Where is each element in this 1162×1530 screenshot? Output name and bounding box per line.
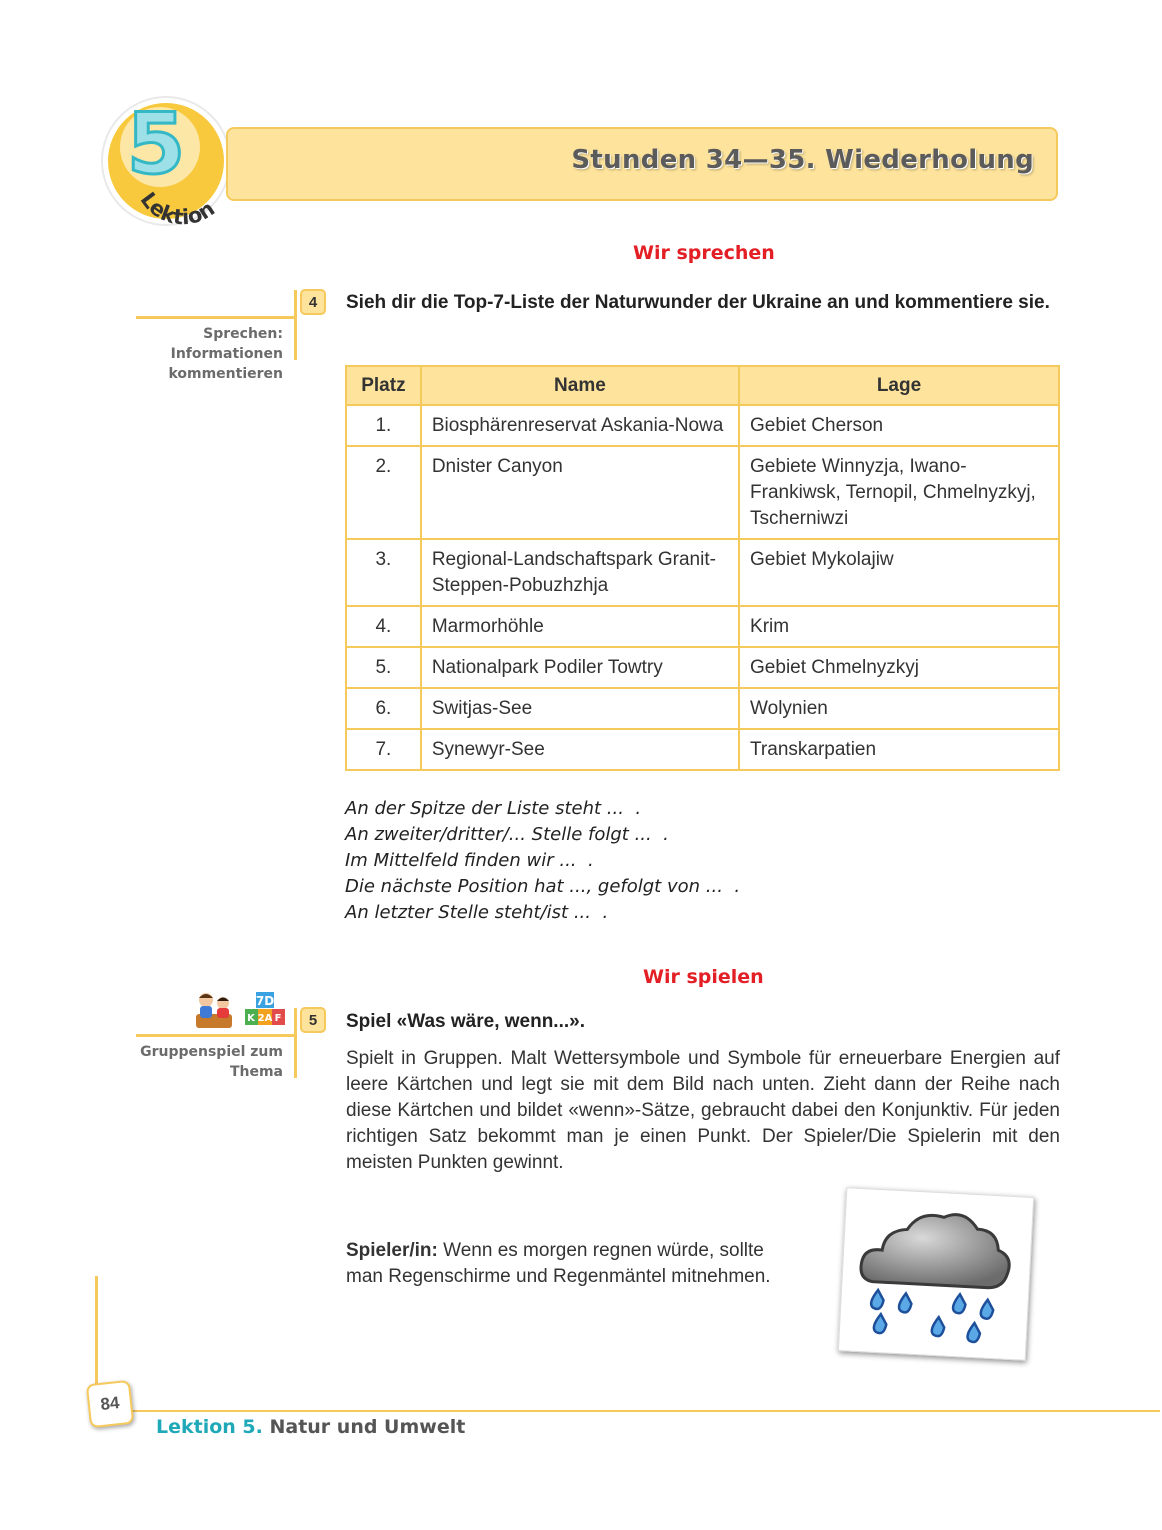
natural-wonders-table bbox=[345, 365, 1060, 771]
cell-name: Nationalpark Podiler Towtry bbox=[421, 647, 739, 688]
task-instruction: Sieh dir die Top-7-Liste der Naturwunder der Ukraine an und kommentiere sie. bbox=[346, 292, 1050, 313]
table-row bbox=[346, 446, 1059, 539]
weather-card bbox=[838, 1187, 1034, 1361]
example-dialogue bbox=[346, 1238, 786, 1290]
cell-lage: Transkarpatien bbox=[739, 729, 1059, 770]
side-note-line: Gruppenspiel zum bbox=[140, 1044, 283, 1060]
side-note-line: Informationen bbox=[170, 346, 283, 362]
cell-lage: Gebiet Chmelnyzkyj bbox=[739, 647, 1059, 688]
rain-cloud-icon bbox=[839, 1188, 1033, 1360]
cell-platz: 7. bbox=[346, 729, 421, 770]
cell-platz: 2. bbox=[346, 446, 421, 539]
side-note-line: Thema bbox=[229, 1064, 283, 1080]
phrase-item: Im Mittelfeld finden wir ... . bbox=[345, 850, 594, 871]
column-header-platz: Platz bbox=[346, 366, 421, 405]
cell-platz: 6. bbox=[346, 688, 421, 729]
cell-platz: 1. bbox=[346, 405, 421, 446]
task-number-5: 5 bbox=[300, 1007, 326, 1033]
svg-text:2A: 2A bbox=[257, 1013, 273, 1024]
children-playing-icon bbox=[192, 990, 236, 1030]
game-instructions: Spielt in Gruppen. Malt Wettersymbole und Symbole für erneuerbare Energien auf leere Kärtchen und legt sie mit dem Bild nach unten. Zieht dann der Reihe nach diese Kärtchen und bildet «wenn»-Sätze, gebraucht dabei den Konjunktiv. Für jeden richtigen Satz bekommt man je einen Punkt. Der Spieler/Die Spielerin mit den meisten Punkten gewinnt. bbox=[346, 1048, 1060, 1173]
footer-topic: Natur und Umwelt bbox=[262, 1416, 466, 1438]
cell-lage: Wolynien bbox=[739, 688, 1059, 729]
side-note-speaking bbox=[120, 324, 283, 384]
cell-name: Biosphärenreservat Askania-Nowa bbox=[421, 405, 739, 446]
table-header-row bbox=[346, 366, 1059, 405]
side-note-game bbox=[110, 1042, 283, 1082]
example-speaker: Spieler/in: bbox=[346, 1240, 438, 1261]
letter-blocks-icon bbox=[244, 992, 286, 1026]
side-divider-vertical bbox=[294, 290, 297, 360]
phrase-item: An der Spitze der Liste steht ... . bbox=[345, 798, 642, 819]
side-divider-vertical bbox=[294, 1008, 297, 1078]
badge-label: Lektion bbox=[135, 187, 219, 227]
table-row bbox=[346, 647, 1059, 688]
svg-text:7D: 7D bbox=[255, 994, 275, 1008]
cell-platz: 3. bbox=[346, 539, 421, 606]
section-heading-playing: Wir spielen bbox=[643, 966, 764, 988]
side-note-line: kommentieren bbox=[168, 366, 283, 382]
cell-name: Dnister Canyon bbox=[421, 446, 739, 539]
lektion-badge bbox=[100, 95, 232, 227]
page-number: 84 bbox=[86, 1380, 134, 1428]
cell-lage: Gebiete Winnyzja, Iwano-Frankiwsk, Ternopil, Chmelnyzkyj, Tscherniwzi bbox=[739, 446, 1059, 539]
example-sentence: Wenn es morgen regnen würde, sollte man Regenschirme und Regenmäntel mitnehmen. bbox=[346, 1240, 771, 1287]
cell-name: Marmorhöhle bbox=[421, 606, 739, 647]
table-row bbox=[346, 539, 1059, 606]
side-divider bbox=[136, 316, 296, 319]
side-note-line: Sprechen: bbox=[203, 326, 283, 342]
cell-platz: 5. bbox=[346, 647, 421, 688]
column-header-lage: Lage bbox=[739, 366, 1059, 405]
phrase-item: An zweiter/dritter/... Stelle folgt ... . bbox=[345, 824, 669, 845]
column-header-name: Name bbox=[421, 366, 739, 405]
cell-name: Switjas-See bbox=[421, 688, 739, 729]
footer-line bbox=[96, 1410, 1160, 1412]
section-heading-speaking: Wir sprechen bbox=[633, 242, 775, 264]
badge-number: 5 bbox=[126, 95, 186, 193]
side-divider bbox=[136, 1034, 296, 1037]
task-number-4: 4 bbox=[300, 289, 326, 315]
svg-text:F: F bbox=[274, 1013, 282, 1024]
phrase-item: Die nächste Position hat ..., gefolgt von ... . bbox=[345, 876, 741, 897]
footer-chapter bbox=[156, 1416, 465, 1438]
table-row bbox=[346, 688, 1059, 729]
cell-name: Regional-Landschaftspark Granit-Steppen-Pobuzhzhja bbox=[421, 539, 739, 606]
cell-lage: Krim bbox=[739, 606, 1059, 647]
cell-lage: Gebiet Mykolajiw bbox=[739, 539, 1059, 606]
cell-name: Synewyr-See bbox=[421, 729, 739, 770]
game-title: Spiel «Was wäre, wenn...». bbox=[346, 1011, 585, 1032]
page-title: Stunden 34—35. Wiederholung bbox=[571, 145, 1034, 175]
phrase-item: An letzter Stelle steht/ist ... . bbox=[345, 902, 609, 923]
cell-lage: Gebiet Cherson bbox=[739, 405, 1059, 446]
phrase-list bbox=[345, 796, 945, 926]
footer-lektion: Lektion 5. bbox=[156, 1416, 263, 1438]
table-row bbox=[346, 606, 1059, 647]
cell-platz: 4. bbox=[346, 606, 421, 647]
table-row bbox=[346, 729, 1059, 770]
header-bar bbox=[226, 127, 1058, 201]
table-row bbox=[346, 405, 1059, 446]
svg-text:K: K bbox=[247, 1013, 255, 1024]
